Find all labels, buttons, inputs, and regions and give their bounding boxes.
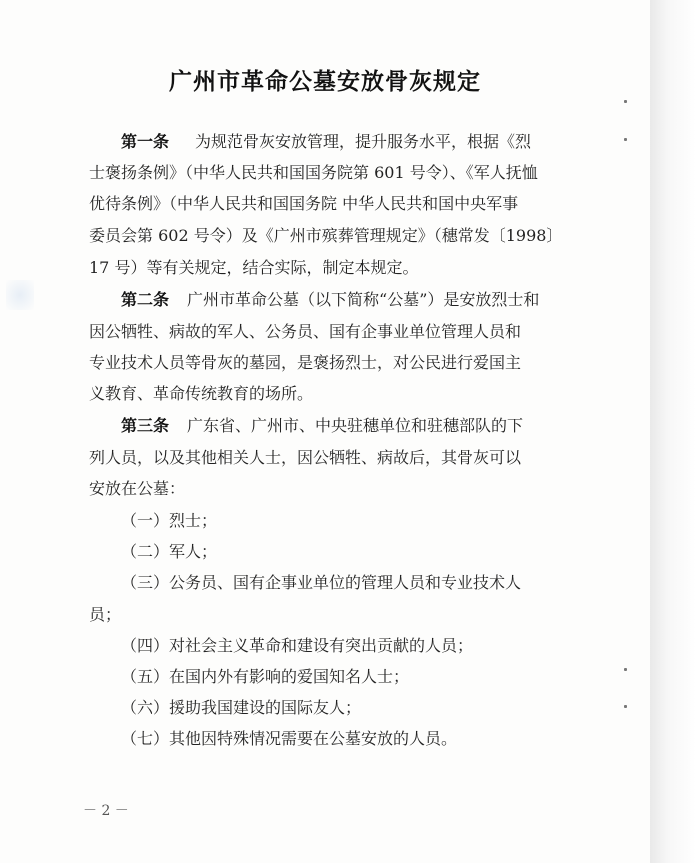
list-item-5: （五）在国内外有影响的爱国知名人士； (121, 667, 410, 686)
article-2-line-1: 广州市革命公墓（以下简称“公墓”）是安放烈士和 (187, 290, 540, 309)
list-item-4: （四）对社会主义革命和建设有突出贡献的人员； (121, 636, 474, 655)
list-item-6: （六）援助我国建设的国际友人； (121, 698, 362, 717)
article-2-first-line (121, 289, 539, 311)
article-1-first-line (121, 131, 531, 153)
article-2-line-4: 义教育、革命传统教育的场所。 (89, 384, 314, 403)
page-edge-shadow (650, 0, 696, 863)
article-3-line-3: 安放在公墓： (89, 479, 186, 498)
scan-mark (624, 100, 627, 103)
list-item-7: （七）其他因特殊情况需要在公墓安放的人员。 (121, 729, 458, 748)
article-1-line-2: 士褒扬条例》（中华人民共和国国务院第 601 号令）、《军人抚恤 (89, 163, 538, 182)
scan-mark (624, 668, 627, 671)
list-item-3-continued: 员； (89, 605, 122, 624)
article-3-heading: 第三条 (121, 416, 170, 435)
article-1-heading: 第一条 (121, 132, 170, 151)
article-2-heading: 第二条 (121, 290, 170, 309)
article-2-line-3: 专业技术人员等骨灰的墓园，是褒扬烈士，对公民进行爱国主 (89, 353, 522, 372)
article-1-line-3: 优待条例》（中华人民共和国国务院 中华人民共和国中央军事 (89, 194, 519, 213)
article-3-line-2: 列人员，以及其他相关人士，因公牺牲、病故后，其骨灰可以 (89, 448, 522, 467)
list-item-1: （一）烈士； (121, 511, 218, 530)
list-item-3: （三）公务员、国有企事业单位的管理人员和专业技术人 (121, 573, 522, 592)
article-2-line-2: 因公牺牲、病故的军人、公务员、国有企事业单位管理人员和 (89, 322, 522, 341)
scan-mark (624, 705, 627, 708)
article-1-line-1: 为规范骨灰安放管理，提升服务水平，根据《烈 (195, 132, 532, 151)
article-3-first-line (121, 415, 523, 437)
article-1-line-5: 17 号）等有关规定，结合实际，制定本规定。 (89, 258, 419, 277)
scan-mark (624, 138, 627, 141)
article-3-line-1: 广东省、广州市、中央驻穗单位和驻穗部队的下 (187, 416, 524, 435)
page-number: － 2 － (83, 803, 129, 819)
document-title: 广州市革命公墓安放骨灰规定 (169, 68, 481, 95)
list-item-2: （二）军人； (121, 542, 218, 561)
article-1-line-4: 委员会第 602 号令）及《广州市殡葬管理规定》（穗常发〔1998〕 (89, 226, 563, 245)
scan-smudge (6, 280, 34, 310)
